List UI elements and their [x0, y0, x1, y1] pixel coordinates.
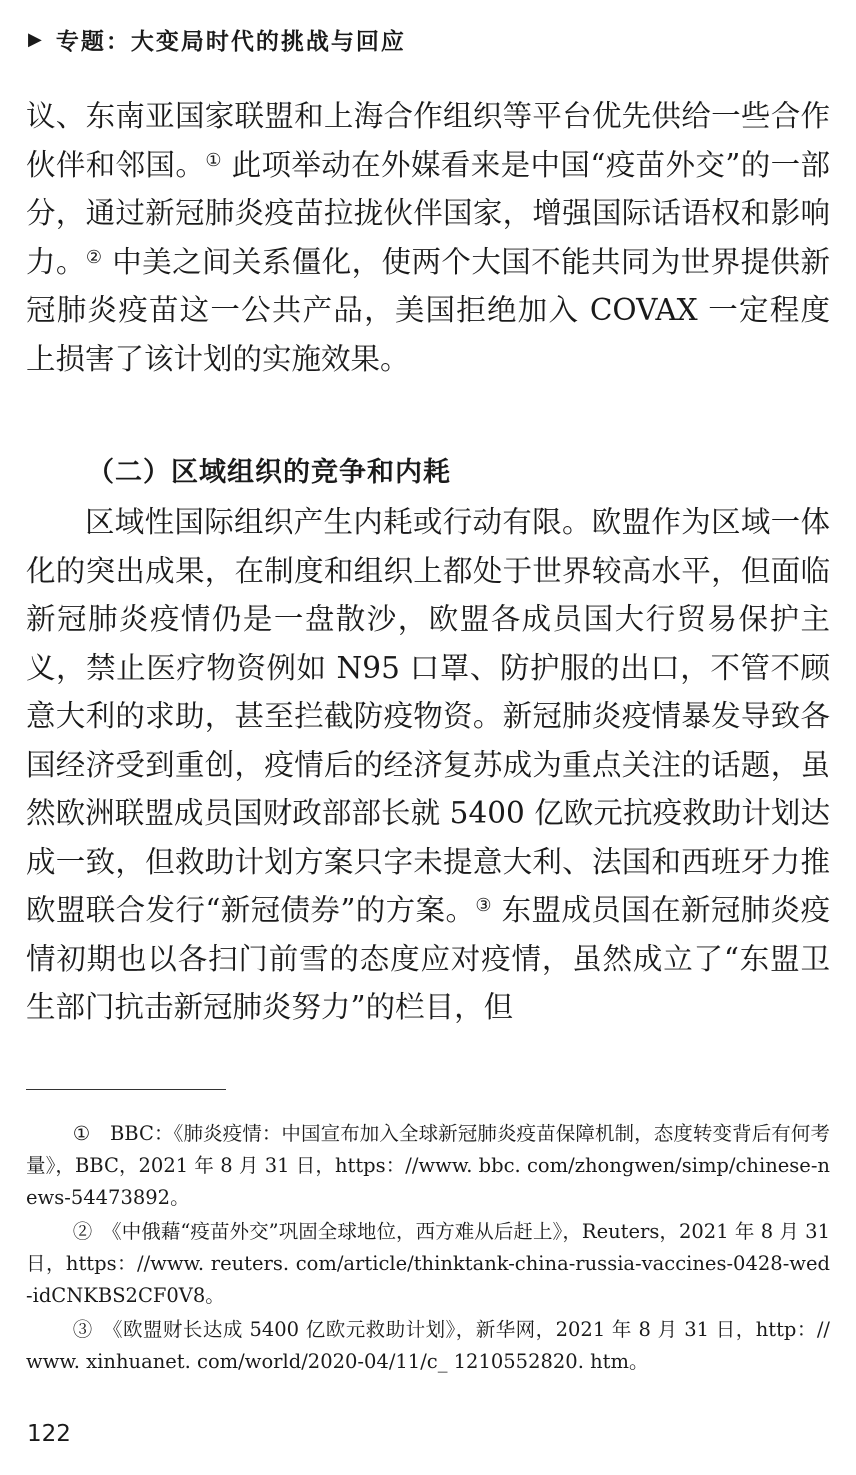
footnote-ref-2[interactable]: ②	[85, 246, 103, 268]
header-title: 专题：大变局时代的挑战与回应	[55, 28, 406, 55]
footnote-divider	[26, 1089, 226, 1090]
paragraph-2-part-2: 东盟成员国在新冠肺炎疫情初期也以各扫门前雪的态度应对疫情，虽然成立了“东盟卫生部门抗击新冠肺炎努力”的栏目，但	[26, 893, 830, 1024]
paragraph-1-text	[26, 92, 830, 383]
footnotes	[26, 1118, 830, 1380]
footnote-2: ② 《中俄藉“疫苗外交”巩固全球地位，西方难从后赶上》，Reuters，2021 年 8 月 31 日，https：//www. reuters. com/article/thinktank-china-russia-vaccines-0428-wed-idCNKBS2CF0V8。	[26, 1220, 830, 1307]
body-paragraph-1	[26, 92, 830, 383]
triangle-marker-icon: ▶	[28, 28, 44, 50]
footnote-ref-1[interactable]: ①	[205, 149, 222, 171]
page-number: 122	[27, 1421, 71, 1447]
body-paragraph-2	[26, 498, 830, 1032]
running-header	[28, 22, 406, 56]
paragraph-2-part-1: 区域性国际组织产生内耗或行动有限。欧盟作为区域一体化的突出成果，在制度和组织上都处于世界较高水平，但面临新冠肺炎疫情仍是一盘散沙，欧盟各成员国大行贸易保护主义，禁止医疗物资例如 N95 口罩、防护服的出口，不管不顾意大利的求助，甚至拦截防疫物资。新冠肺炎疫情暴发导致各国经济受到重创，疫情后的经济复苏成为重点关注的话题，虽然欧洲联盟成员国财政部部长就 5400 亿欧元抗疫救助计划达成一致，但救助计划方案只字未提意大利、法国和西班牙力推欧盟联合发行“新冠债券”的方案。	[26, 505, 830, 927]
paragraph-1-part-3: 中美之间关系僵化，使两个大国不能共同为世界提供新冠肺炎疫苗这一公共产品，美国拒绝加入 COVAX 一定程度上损害了该计划的实施效果。	[26, 244, 830, 376]
paragraph-1-part-1: 议、东南亚国家联盟和上海合作组织等平台优先供给一些合作伙伴和邻国。	[26, 99, 830, 182]
section-heading: （二）区域组织的竞争和内耗	[87, 457, 451, 488]
footnote-1: ① BBC：《肺炎疫情：中国宣布加入全球新冠肺炎疫苗保障机制，态度转变背后有何考量》，BBC，2021 年 8 月 31 日，https：//www. bbc. com/zhongwen/simp/chinese-news-54473892。	[26, 1122, 830, 1209]
paragraph-2-text	[26, 498, 830, 1032]
paragraph-1-part-2: 此项举动在外媒看来是中国“疫苗外交”的一部分，通过新冠肺炎疫苗拉拢伙伴国家，增强国际话语权和影响力。	[26, 147, 830, 279]
footnote-ref-3[interactable]: ③	[475, 895, 492, 916]
footnote-3: ③ 《欧盟财长达成 5400 亿欧元救助计划》，新华网，2021 年 8 月 31 日，http：//www. xinhuanet. com/world/2020-04/11/c_ 1210552820. htm。	[26, 1318, 830, 1373]
